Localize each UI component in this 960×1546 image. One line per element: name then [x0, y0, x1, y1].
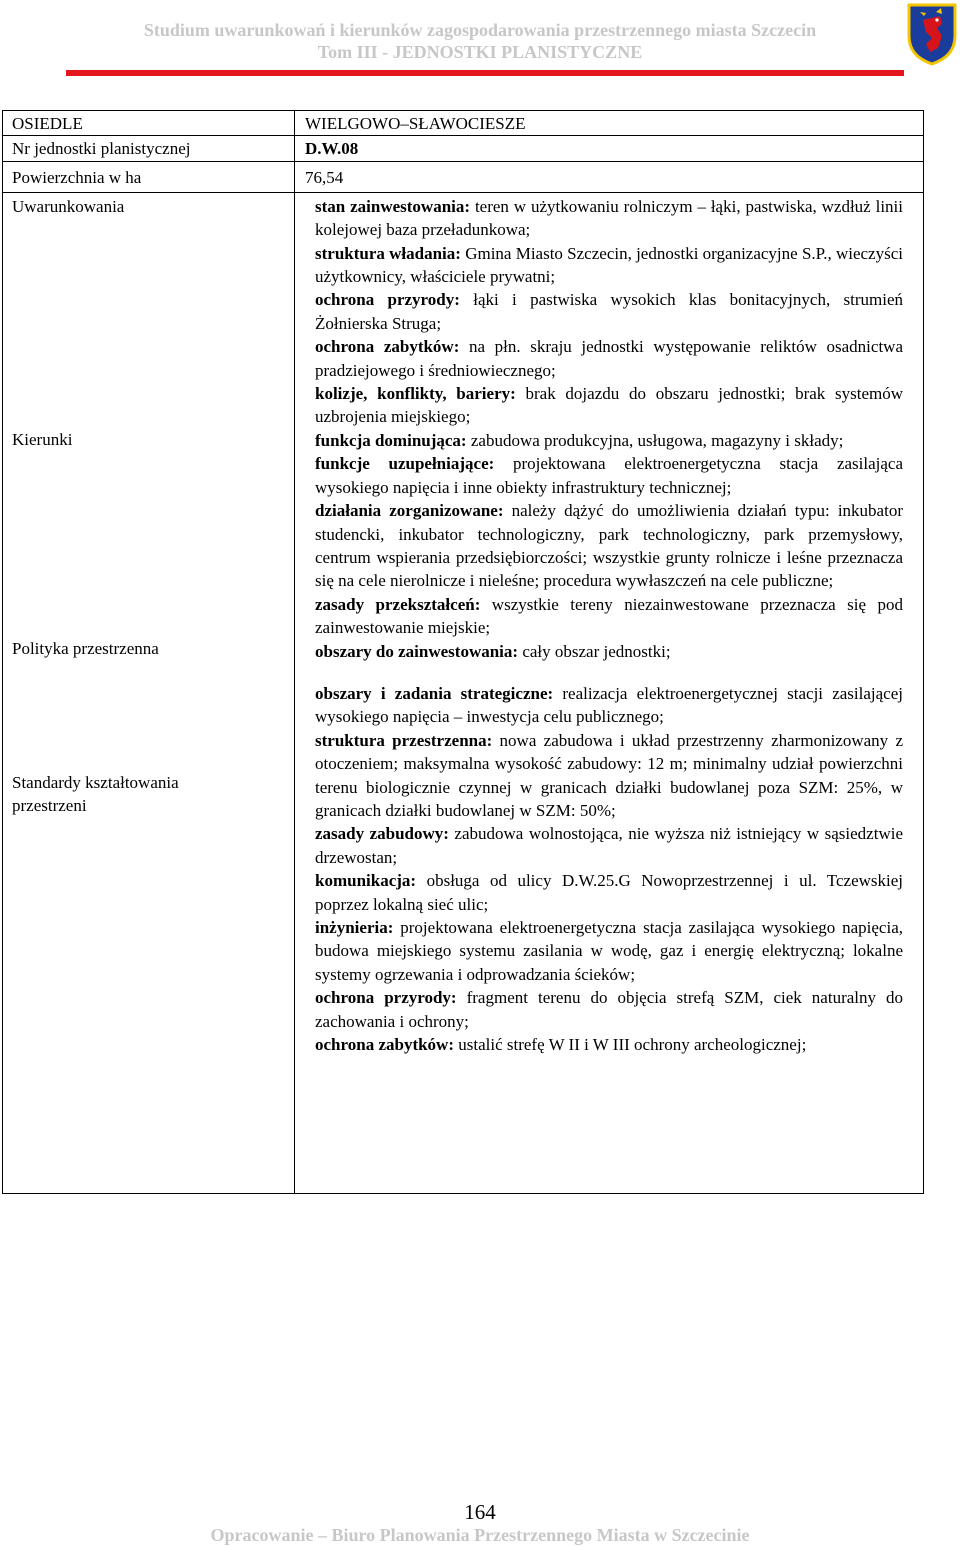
item-term: struktura władania:	[315, 243, 461, 263]
item-term: inżynieria:	[315, 918, 394, 937]
kierunki-label: Kierunki	[12, 429, 73, 449]
table-row	[3, 192, 924, 1193]
footer-text: Opracowanie – Biuro Planowania Przestrzennego Miasta w Szczecinie	[210, 1525, 750, 1545]
coat-of-arms-icon	[906, 2, 958, 66]
osiedle-label: OSIEDLE	[3, 111, 295, 136]
polityka-label: Polityka przestrzenna	[12, 638, 159, 658]
unit-number-label: Nr jednostki planistycznej	[3, 136, 295, 161]
item-text: na płn. skraju jednostki występowanie reliktów osadnictwa pradziejowego i średniowiecznego;	[315, 337, 903, 380]
item-term: działania zorganizowane:	[315, 501, 504, 521]
item-term: ochrona zabytków:	[315, 1035, 454, 1055]
osiedle-value: WIELGOWO–SŁAWOCIESZE	[295, 111, 924, 136]
table-row	[3, 136, 924, 161]
list-item	[305, 195, 913, 242]
item-text: zabudowa wolnostojąca, nie wyższa niż istniejący w sąsiedztwie drzewostan;	[315, 824, 903, 867]
item-term: ochrona przyrody:	[315, 290, 460, 310]
kierunki-list	[305, 429, 913, 593]
spacer	[305, 663, 913, 682]
unit-number-value: D.W.08	[295, 136, 924, 161]
table-row	[3, 161, 924, 192]
area-value: 76,54	[295, 161, 924, 192]
item-text: fragment terenu do objęcia strefą SZM, ciek naturalny do zachowania i ochrony;	[315, 988, 904, 1031]
item-term: obszary i zadania strategiczne:	[315, 683, 554, 703]
polityka-list	[305, 593, 913, 729]
uwarunkowania-list	[305, 195, 913, 429]
list-item	[305, 640, 913, 663]
list-item	[305, 916, 913, 986]
planning-unit-table	[2, 110, 924, 1194]
item-term: stan zainwestowania:	[315, 196, 471, 216]
list-item	[305, 452, 913, 499]
item-text: obsługa od ulicy D.W.25.G Nowoprzestrzennej i ul. Tczewskiej poprzez lokalną sieć ulic;	[315, 871, 903, 914]
item-term: ochrona przyrody:	[315, 988, 457, 1008]
item-term: zasady zabudowy:	[315, 824, 449, 844]
item-text: cały obszar jednostki;	[518, 641, 671, 661]
item-text: łąki i pastwiska wysokich klas bonitacyjnych, strumień Żołnierska Struga;	[315, 290, 904, 333]
item-term: komunikacja:	[315, 871, 417, 891]
list-item	[305, 382, 913, 429]
list-item	[305, 593, 913, 640]
list-item	[305, 335, 913, 382]
list-item	[305, 729, 913, 823]
section-values-cell	[295, 192, 924, 1193]
item-term: kolizje, konflikty, bariery:	[315, 384, 516, 404]
item-text: projektowana elektroenergetyczna stacja zasilająca wysokiego napięcia, budowa miejskiego systemu zasilania w wodę, gaz i energię elektryczną; lokalne systemy ogrzewania i odprowadzania ścieków;	[315, 918, 903, 984]
item-text: brak dojazdu do obszaru jednostki; brak systemów uzbrojenia miejskiego;	[315, 384, 903, 427]
item-term: zasady przekształceń:	[315, 594, 481, 614]
item-text: teren w użytkowaniu rolniczym – łąki, pastwiska, wzdłuż linii kolejowej baza przeładunkowa;	[315, 196, 904, 240]
list-item	[305, 499, 913, 593]
list-item	[305, 986, 913, 1033]
item-text: realizacja elektroenergetycznej stacji zasilającej wysokiego napięcia – inwestycja celu publicznego;	[315, 683, 903, 727]
list-item	[305, 242, 913, 289]
document-title: Studium uwarunkowań i kierunków zagospodarowania przestrzennego miasta Szczecin	[143, 20, 817, 40]
list-item	[305, 822, 913, 869]
item-term: funkcja dominująca:	[315, 430, 467, 450]
item-text: należy dążyć do umożliwienia działań typu: inkubator studencki, inkubator technologiczny, park technologiczny, park przemysłowy, centrum wspierania przedsiębiorczości; wszystkie grunty rolnicze i leśne przeznacza się na cele nierolnicze i nieleśne; procedura wywłaszczeń na cele publiczne;	[315, 501, 903, 591]
volume-title: Tom III - JEDNOSTKI PLANISTYCZNE	[317, 42, 643, 62]
list-item	[305, 682, 913, 729]
item-term: ochrona zabytków:	[315, 337, 460, 357]
standardy-list	[305, 729, 913, 1057]
uwarunkowania-label: Uwarunkowania	[12, 196, 125, 216]
page-number: 164	[464, 1500, 496, 1524]
list-item	[305, 429, 913, 452]
section-labels-cell	[3, 192, 295, 1193]
item-term: funkcje uzupełniające:	[315, 454, 495, 474]
item-text: projektowana elektroenergetyczna stacja zasilająca wysokiego napięcia i inne obiekty infrastruktury technicznej;	[315, 454, 904, 497]
item-term: struktura przestrzenna:	[315, 730, 493, 750]
table-row	[3, 111, 924, 136]
item-text: Gmina Miasto Szczecin, jednostki organizacyjne S.P., wieczyści użytkownicy, właściciele prywatni;	[315, 243, 903, 287]
item-text: wszystkie tereny niezainwestowane przeznacza się pod zainwestowanie miejskie;	[315, 594, 903, 638]
item-text: zabudowa produkcyjna, usługowa, magazyny i składy;	[466, 430, 844, 450]
list-item	[305, 288, 913, 335]
item-text: nowa zabudowa i układ przestrzenny zharmonizowany z otoczeniem; maksymalna wysokość zabudowy: 12 m; minimalny udział powierzchni terenu biologicznie czynnej w granicach działki budowlanej poza SZM: 25%, w granicach działki budowlanej w SZM: 50%;	[315, 730, 903, 820]
header-rule	[66, 70, 904, 76]
area-label: Powierzchnia w ha	[3, 161, 295, 192]
item-term: obszary do zainwestowania:	[315, 641, 519, 661]
standardy-label: Standardy kształtowania przestrzeni	[12, 772, 179, 816]
list-item	[305, 869, 913, 916]
list-item	[305, 1033, 913, 1056]
item-text: ustalić strefę W II i W III ochrony archeologicznej;	[454, 1035, 807, 1055]
